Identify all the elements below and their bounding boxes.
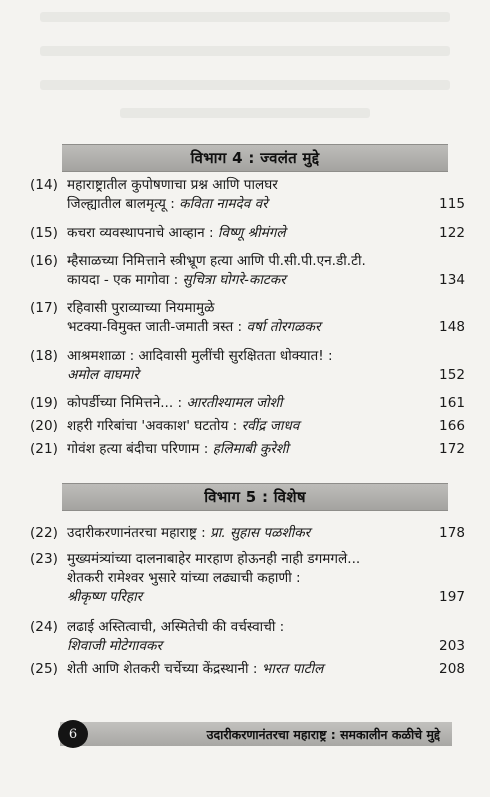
toc-entry-line [30, 394, 465, 413]
bleed-through-line [40, 46, 450, 56]
toc-entry-author: अमोल वाघमारे [67, 367, 139, 383]
section-5-heading: विभाग 5 : विशेष [204, 488, 306, 506]
toc-entry-line [30, 176, 465, 195]
toc-entry-title: भटक्या-विमुक्त जाती-जमाती त्रस्त : [67, 319, 247, 335]
toc-entry-title: कचरा व्यवस्थापनाचे आव्हान : [67, 225, 218, 241]
toc-entry-number: (15) [30, 225, 58, 241]
toc-entry-author: शिवाजी मोटेगावकर [67, 638, 163, 654]
toc-entry-number: (16) [30, 253, 58, 269]
toc-entry-title: शेतकरी रामेश्वर भुसारे यांच्या लढ्याची कहाणी : [67, 570, 301, 586]
toc-entry-title: गोवंश हत्या बंदीचा परिणाम : [67, 441, 213, 457]
toc-entry-number: (17) [30, 300, 58, 316]
toc-entry [30, 440, 465, 459]
toc-entry-number: (25) [30, 661, 58, 677]
section-4-heading: विभाग 4 : ज्वलंत मुद्दे [190, 149, 320, 167]
toc-entry-page-number: 172 [439, 441, 465, 457]
section-4-toc-list [30, 176, 465, 459]
bleed-through-line [40, 80, 450, 90]
toc-entry-line [30, 318, 465, 337]
toc-entry-line [30, 271, 465, 290]
toc-entry-line [30, 524, 465, 543]
toc-entry-page-number: 208 [439, 661, 465, 677]
toc-entry-number: (19) [30, 395, 58, 411]
toc-entry-page-number: 203 [439, 638, 465, 654]
toc-entry-title: उदारीकरणानंतरचा महाराष्ट्र : [67, 525, 211, 541]
toc-entry-page-number: 178 [439, 525, 465, 541]
toc-entry-number: (18) [30, 348, 58, 364]
toc-entry-line [30, 660, 465, 679]
section-5-heading-bar [62, 483, 448, 511]
toc-entry-line [30, 195, 465, 214]
section-4-heading-bar [62, 144, 448, 172]
toc-entry-title: कोपर्डीच्या निमित्तने... : [67, 395, 187, 411]
toc-entry-title: महाराष्ट्रातील कुपोषणाचा प्रश्न आणि पालघर [67, 177, 278, 193]
bleed-through-line [120, 108, 370, 118]
toc-entry-line [30, 347, 465, 366]
toc-entry-title: आश्रमशाळा : आदिवासी मुलींची सुरक्षितता धोक्यात! : [67, 348, 333, 364]
toc-entry-line [30, 637, 465, 656]
toc-entry [30, 176, 465, 214]
toc-entry-title: मुख्यमंत्र्यांच्या दालनाबाहेर मारहाण होऊनही नाही डगमगले... [67, 551, 361, 567]
toc-entry-line [30, 618, 465, 637]
toc-entry-page-number: 197 [439, 589, 465, 605]
toc-entry-title: कायदा - एक मागोवा : [67, 272, 183, 288]
toc-entry-title: शेती आणि शेतकरी चर्चेच्या केंद्रस्थानी : [67, 661, 262, 677]
toc-entry [30, 394, 465, 413]
toc-entry-page-number: 166 [439, 418, 465, 434]
toc-entry-number: (23) [30, 551, 58, 567]
toc-entry-author: भारत पाटील [261, 661, 324, 677]
toc-entry-author: प्रा. सुहास पळशीकर [210, 525, 311, 541]
page-number-badge [58, 720, 88, 748]
toc-entry [30, 347, 465, 385]
toc-entry [30, 417, 465, 436]
page-footer [60, 722, 452, 746]
toc-entry-number: (24) [30, 619, 58, 635]
toc-entry-line [30, 366, 465, 385]
toc-entry [30, 524, 465, 543]
toc-entry-line [30, 440, 465, 459]
toc-entry-title: लढाई अस्तित्वाची, अस्मितेची की वर्चस्वाची : [67, 619, 285, 635]
toc-entry-line [30, 417, 465, 436]
toc-entry-page-number: 161 [439, 395, 465, 411]
toc-entry [30, 550, 465, 607]
toc-entry-title: शहरी गरिबांचा 'अवकाश' घटतोय : [67, 418, 242, 434]
toc-entry-number: (21) [30, 441, 58, 457]
toc-entry-author: हलिमाबी कुरेशी [212, 441, 289, 457]
toc-entry-line [30, 569, 465, 588]
toc-entry-page-number: 152 [439, 367, 465, 383]
toc-entry-author: आरतीश्यामल जोशी [186, 395, 283, 411]
toc-entry-title: रहिवासी पुराव्याच्या नियमामुळे [67, 300, 215, 316]
toc-entry-author: कविता नामदेव वरे [179, 196, 268, 212]
page-number: 6 [68, 726, 78, 742]
toc-entry-author: श्रीकृष्ण परिहार [67, 589, 143, 605]
toc-entry [30, 618, 465, 656]
toc-entry-title: म्हैसाळच्या निमित्ताने स्त्रीभ्रूण हत्या आणि पी.सी.पी.एन.डी.टी. [67, 253, 366, 269]
toc-entry-number: (20) [30, 418, 58, 434]
toc-entry-number: (14) [30, 177, 58, 193]
toc-entry [30, 299, 465, 337]
toc-entry-page-number: 115 [439, 196, 465, 212]
toc-entry-line [30, 224, 465, 243]
toc-entry [30, 252, 465, 290]
toc-entry [30, 660, 465, 679]
bleed-through-line [40, 12, 450, 22]
section-5-toc-list [30, 524, 465, 679]
toc-entry-number: (22) [30, 525, 58, 541]
toc-entry-line [30, 550, 465, 569]
toc-entry-author: रवींद्र जाधव [241, 418, 300, 434]
toc-entry-line [30, 588, 465, 607]
toc-entry-author: विष्णू श्रीमंगले [217, 225, 286, 241]
toc-entry-author: सुचित्रा घोगरे-काटकर [182, 272, 286, 288]
toc-entry-author: वर्षा तोरगळकर [246, 319, 321, 335]
toc-entry-line [30, 299, 465, 318]
toc-entry-title: जिल्ह्यातील बालमृत्यू : [67, 196, 180, 212]
footer-book-title: उदारीकरणानंतरचा महाराष्ट्र : समकालीन कळीचे मुद्दे [206, 726, 440, 742]
toc-entry-line [30, 252, 465, 271]
toc-entry-page-number: 148 [439, 319, 465, 335]
toc-entry-page-number: 122 [439, 225, 465, 241]
toc-entry-page-number: 134 [439, 272, 465, 288]
toc-entry [30, 224, 465, 243]
